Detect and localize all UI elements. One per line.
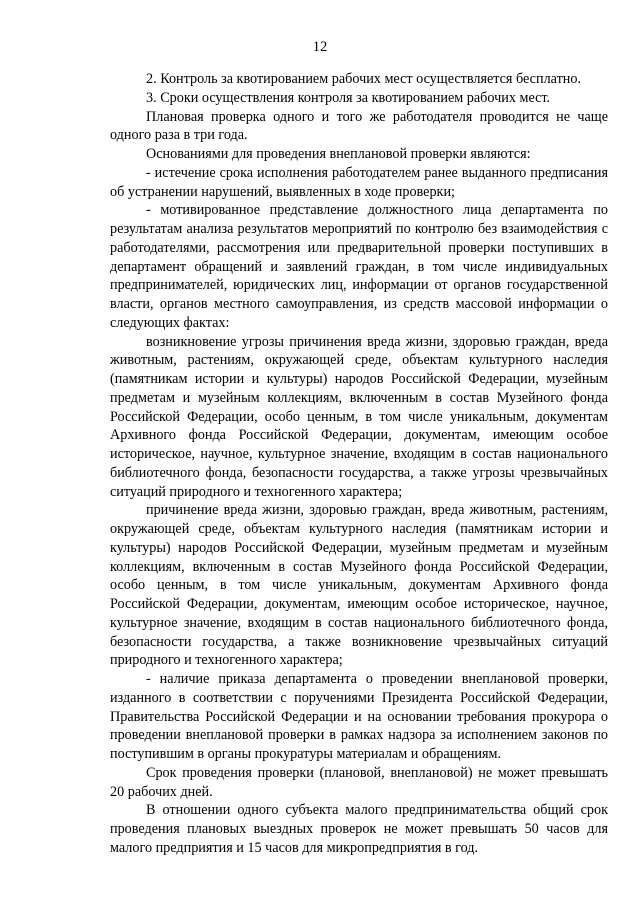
paragraph-prescription-expiry: - истечение срока исполнения работодателем ранее выданного предписания об устранении нарушений, выявленных в ходе проверки; — [110, 164, 608, 200]
paragraph-planned-inspection: Плановая проверка одного и того же работодателя проводится не чаще одного раза в три года. — [110, 108, 608, 144]
paragraph-control-terms: 3. Сроки осуществления контроля за квотированием рабочих мест. — [146, 89, 551, 106]
paragraph-threat-of-harm: возникновение угрозы причинения вреда жизни, здоровью граждан, вреда животным, растениям, окружающей среде, объектам культурного наследия (памятникам истории и культуры) народов Российской Федерации, музейным предметам и музейным коллекциям, включенным в состав Музейного фонда Российской Федерации, особо ценным, в том числе уникальным, документам Архивного фонда Российской Федерации, документам, имеющим особое историческое, научное, культурное значение, входящим в состав национального библиотечного фонда, безопасности государства, а также угрозы чрезвычайных ситуаций природного и техногенного характера; — [110, 333, 608, 500]
paragraph-unplanned-grounds: Основаниями для проведения внеплановой проверки являются: — [146, 146, 531, 162]
paragraph-control-free: 2. Контроль за квотированием рабочих мест осуществляется бесплатно. — [146, 71, 582, 87]
paragraph-inspection-duration: Срок проведения проверки (плановой, внеплановой) не может превышать 20 рабочих дней. — [110, 764, 608, 800]
paragraph-small-business-limit: В отношении одного субъекта малого предпринимательства общий срок проведения плановых выездных проверок не может превышать 50 часов для малого предприятия и 15 часов для микропредприятия в год. — [110, 802, 608, 856]
document-body — [110, 70, 608, 858]
page-number: 12 — [312, 39, 328, 55]
paragraph-motivated-representation: - мотивированное представление должностного лица департамента по результатам анализа результатов мероприятий по контролю без взаимодействия с работодателями, рассмотрения или предварительной проверки поступивших в департамент обращений и заявлений граждан, в том числе индивидуальных предпринимателей, юридических лиц, информации от органов государственной власти, органов местного самоуправления, из средств массовой информации о следующих фактах: — [110, 202, 608, 331]
paragraph-harm-caused: причинение вреда жизни, здоровью граждан, вреда животным, растениям, окружающей среде, объектам культурного наследия (памятникам истории и культуры) народов Российской Федерации, музейным предметам и музейным коллекциям, включенным в состав Музейного фонда Российской Федерации, особо ценным, в том числе уникальным, документам Архивного фонда Российской Федерации, документам, имеющим особое историческое, научное, культурное значение, входящим в состав национального библиотечного фонда, безопасности государства, а также возникновение чрезвычайных ситуаций природного и техногенного характера; — [110, 502, 608, 669]
paragraph-department-order: - наличие приказа департамента о проведении внеплановой проверки, изданного в соответствии с поручениями Президента Российской Федерации, Правительства Российской Федерации и на основании требования прокурора о проведении внеплановой проверки в рамках надзора за исполнением законов по поступившим в органы прокуратуры материалам и обращениям. — [110, 671, 608, 762]
